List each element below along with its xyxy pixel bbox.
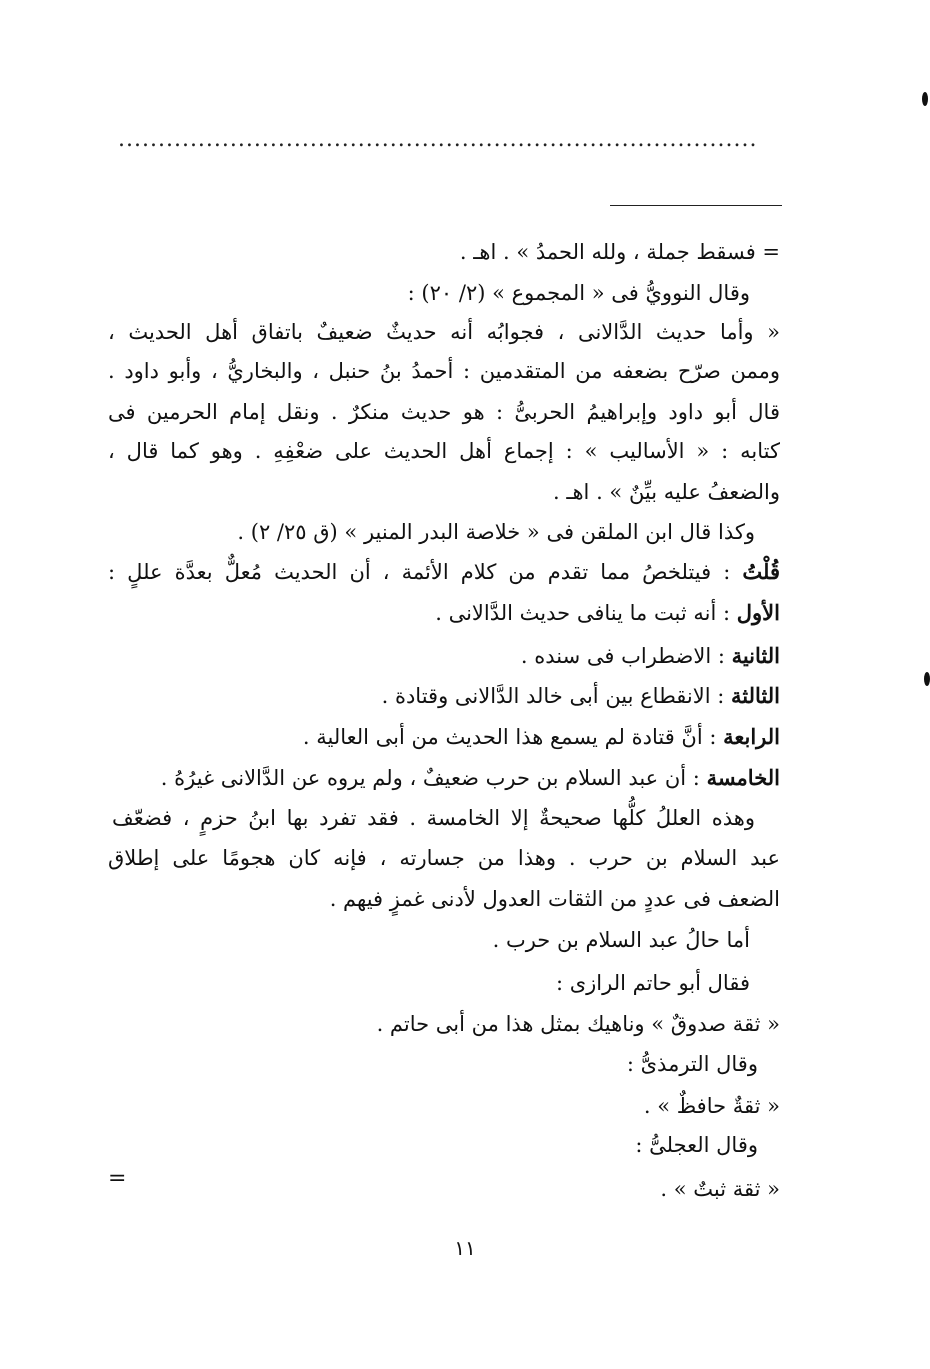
text-line: « ثقة صدوقٌ » وناهيك بمثل هذا من أبى حاتم .	[376, 1012, 780, 1036]
text-line	[521, 640, 780, 672]
text-line: فقال أبو حاتم الرازى :	[555, 971, 750, 995]
line-body: : أن عبد السلام بن حرب ضعيفٌ ، ولم يروه عن الدَّالانى غيرُهُ .	[160, 766, 707, 790]
continuation-mark: =	[108, 1166, 127, 1191]
text-line	[435, 597, 780, 629]
text-line	[382, 680, 780, 712]
scan-speck	[922, 92, 928, 106]
text-line: والضعفُ عليه بيِّنٌ » . اهـ .	[552, 480, 780, 504]
footnote-rule	[610, 205, 782, 206]
text-line: كتابه : « الأساليب » : إجماع أهل الحديث على ضعْفِهِ . وهو كما قال ،	[108, 439, 780, 463]
text-line: وقال النوويُّ فى « المجموع » (٢/ ٢٠) :	[407, 281, 750, 305]
line-body: : الانقطاع بين أبى خالد الدَّالانى وقتادة .	[381, 684, 732, 708]
text-line: « ثقةٌ حافظٌ » .	[643, 1094, 780, 1118]
line-lead-word: الرابعة	[723, 724, 780, 749]
text-line: وكذا قال ابن الملقن فى « خلاصة البدر المنير » (ق ٢٥/ ٢) .	[237, 520, 755, 544]
text-line: وممن صرّح بضعفه من المتقدمين : أحمدُ بنُ حنبل ، والبخاريُّ ، وأبو داود .	[108, 359, 780, 383]
text-line: الضعف فى عددٍ من الثقات العدول لأدنى غمزٍ فيهم .	[329, 887, 780, 911]
text-line	[303, 721, 780, 753]
text-line: « ثقة ثبتٌ » .	[660, 1177, 780, 1201]
line-body: : أنه ثبت ما ينافى حديث الدَّالانى .	[435, 601, 737, 625]
text-line: وهذه العللُ كلُّها صحيحةٌ إلا الخامسة . فقد تفرد بها ابنُ حزمٍ ، فضعّف	[112, 806, 755, 830]
text-line: قال أبو داود وإبراهيمُ الحربىُّ : هو حديث منكرٌ . ونقل إمام الحرمين فى	[108, 400, 780, 424]
text-line	[161, 762, 780, 794]
line-lead-word: الثانية	[731, 643, 780, 668]
line-lead-word: الخامسة	[706, 765, 780, 790]
text-line: وقال العجلىُّ :	[635, 1133, 758, 1157]
line-lead-word: الثالثة	[731, 683, 780, 708]
line-body: : الاضطراب فى سنده .	[520, 644, 732, 668]
text-line: عبد السلام بن حرب . وهذا من جسارته ، فإنه كان هجومًا على إطلاق	[108, 846, 780, 870]
line-lead-word: قُلْتُ	[742, 559, 780, 584]
text-line: « وأما حديث الدَّالانى ، فجوابُه أنه حديثٌ ضعيفٌ باتفاق أهل الحديث ،	[108, 320, 780, 344]
text-line: = فسقط جملة ، ولله الحمدُ » . اهـ .	[459, 240, 780, 264]
scan-speck	[924, 672, 930, 686]
dotted-separator: ................................................................................	[118, 130, 758, 150]
line-body: : فيتلخصُ مما تقدم من كلام الأئمة ، أن الحديث مُعلٌّ بعدَّة عللٍ :	[108, 560, 743, 584]
text-line: أما حالُ عبد السلام بن حرب .	[492, 928, 750, 952]
line-lead-word: الأول	[736, 600, 780, 625]
page-number: ١١	[454, 1236, 476, 1260]
line-body: : أنَّ قتادة لم يسمع هذا الحديث من أبى العالية .	[302, 725, 724, 749]
text-line: وقال الترمذىُّ :	[626, 1052, 758, 1076]
text-line	[108, 556, 780, 588]
